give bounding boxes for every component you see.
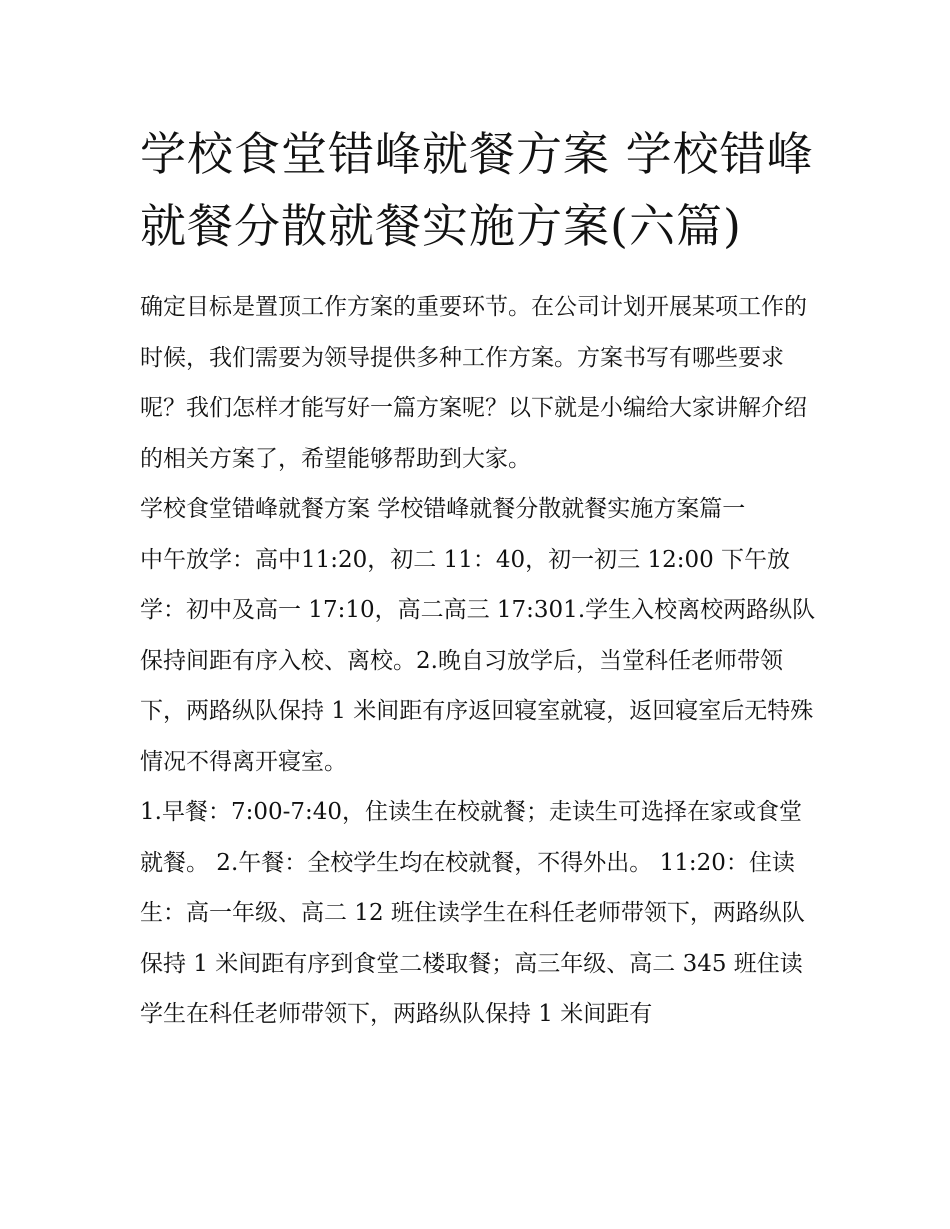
paragraph-section-heading: 学校食堂错峰就餐方案 学校错峰就餐分散就餐实施方案篇一 bbox=[140, 496, 746, 522]
document-page bbox=[140, 118, 820, 1040]
document-body bbox=[140, 282, 820, 1040]
document-title: 学校食堂错峰就餐方案 学校错峰就餐分散就餐实施方案(六篇) bbox=[140, 127, 814, 253]
paragraph-meals: 1.早餐：7:00-7:40，住读生在校就餐；走读生可选择在家或食堂就餐。 2.午餐：全校学生均在校就餐，不得外出。 11:20：住读生：高一年级、高二 12 班住读学生在科任老师带领下，两路纵队保持 1 米间距有序到食堂二楼取餐；高三年级、高二 345 班住读学生在科任老师带领下，两路纵队保持 1 米间距有 bbox=[140, 799, 805, 1027]
paragraph-schedule: 中午放学：高中11:20，初二 11：40，初一初三 12:00 下午放学：初中及高一 17:10，高二高三 17:301.学生入校离校两路纵队保持间距有序入校、离校。2.晚自习放学后，当堂科任老师带领下，两路纵队保持 1 米间距有序返回寝室就寝，返回寝室后无特殊情况不得离开寝室。 bbox=[140, 546, 816, 775]
paragraph-intro: 确定目标是置顶工作方案的重要环节。在公司计划开展某项工作的时候，我们需要为领导提供多种工作方案。方案书写有哪些要求呢？我们怎样才能写好一篇方案呢？以下就是小编给大家讲解介绍的相关方案了，希望能够帮助到大家。 bbox=[140, 294, 807, 472]
